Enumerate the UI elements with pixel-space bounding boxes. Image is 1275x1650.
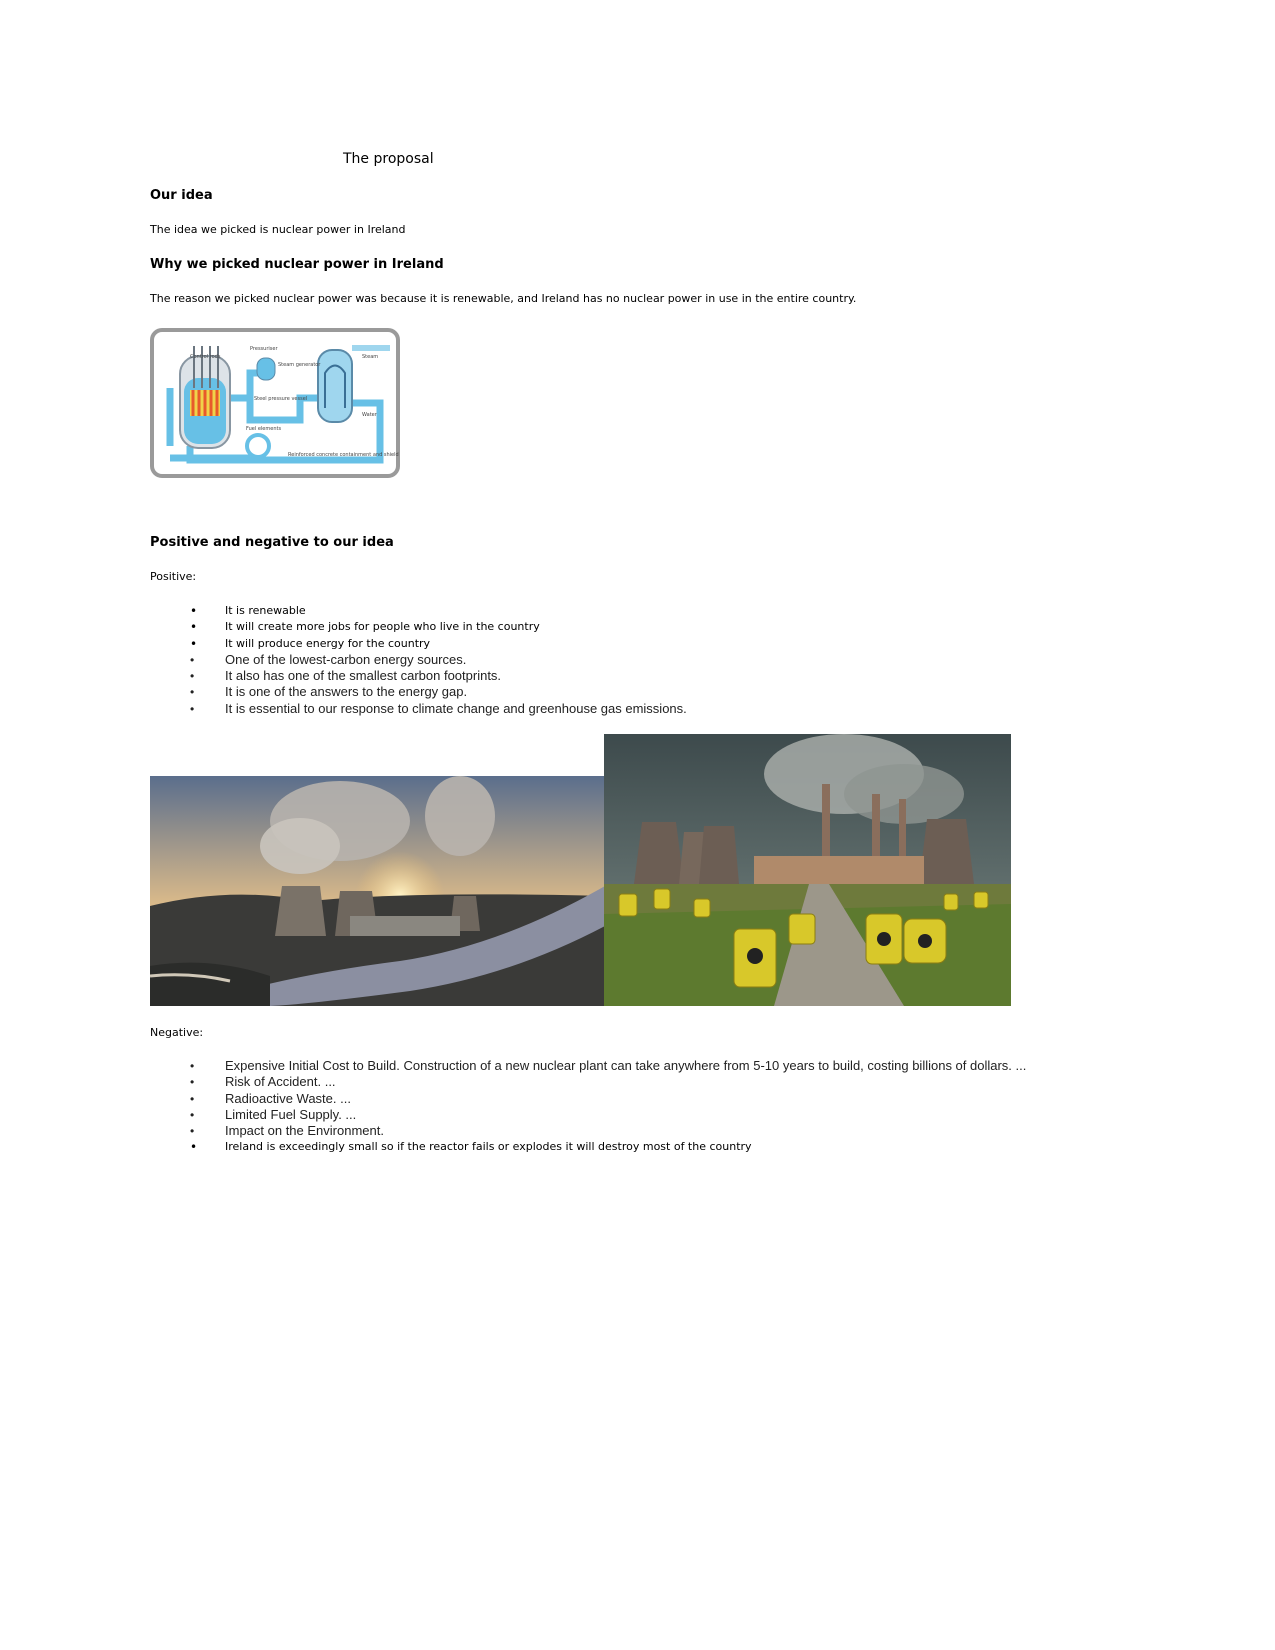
list-item: • Expensive Initial Cost to Build. Construction of a new nuclear plant can take anywhere from 5-10 years to build, costing billions of dollars. ...: [190, 1058, 1027, 1073]
list-item: • Impact on the Environment.: [190, 1123, 384, 1139]
list-item: • It will produce energy for the country: [190, 636, 431, 651]
list-item: • Ireland is exceedingly small so if the reactor fails or explodes it will destroy most of the country: [190, 1140, 752, 1155]
list-item: • It is essential to our response to climate change and greenhouse gas emissions.: [190, 700, 687, 716]
list-item: • One of the lowest-carbon energy sources.: [190, 651, 467, 667]
negative-list: [150, 1058, 1026, 1156]
label-containment: Reinforced concrete containment and shield: [288, 452, 399, 458]
list-item: • Limited Fuel Supply. ...: [190, 1106, 357, 1122]
river-power-plant-svg: [150, 776, 605, 1006]
river-power-plant-photo: [150, 776, 605, 1006]
label-fuel-elements: Fuel elements: [246, 426, 282, 432]
heading-why: Why we picked nuclear power in Ireland: [150, 257, 444, 272]
heading-pros-cons: Positive and negative to our idea: [150, 535, 394, 550]
negative-label: Negative:: [150, 1026, 204, 1039]
label-water: Water: [362, 412, 377, 418]
why-text: The reason we picked nuclear power was because it is renewable, and Ireland has no nuclear power in use in the entire country.: [150, 292, 857, 305]
label-steam: Steam: [362, 354, 379, 360]
list-item: • It also has one of the smallest carbon footprints.: [190, 668, 502, 684]
label-steel-vessel: Steel pressure vessel: [254, 396, 308, 402]
list-item: • It is one of the answers to the energy gap.: [190, 684, 468, 700]
list-item: • It will create more jobs for people who live in the country: [190, 620, 540, 635]
reactor-diagram-image: [150, 328, 400, 478]
positive-label: Positive:: [150, 570, 197, 583]
heading-our-idea: Our idea: [150, 188, 213, 203]
list-item: • Risk of Accident. ...: [190, 1074, 336, 1090]
label-control-rods: Control rods: [190, 354, 221, 360]
reactor-diagram-svg: [150, 328, 400, 478]
list-item: • It is renewable: [190, 604, 306, 618]
positive-list: [150, 603, 687, 717]
document-title: The proposal: [343, 151, 434, 167]
label-steam-generator: Steam generator: [278, 362, 321, 368]
radioactive-barrels-photo: [604, 734, 1011, 1006]
list-item: • Radioactive Waste. ...: [190, 1090, 351, 1106]
label-pressuriser: Pressuriser: [250, 346, 278, 352]
radioactive-barrels-svg: [604, 734, 1011, 1006]
our-idea-text: The idea we picked is nuclear power in Ireland: [150, 223, 406, 236]
